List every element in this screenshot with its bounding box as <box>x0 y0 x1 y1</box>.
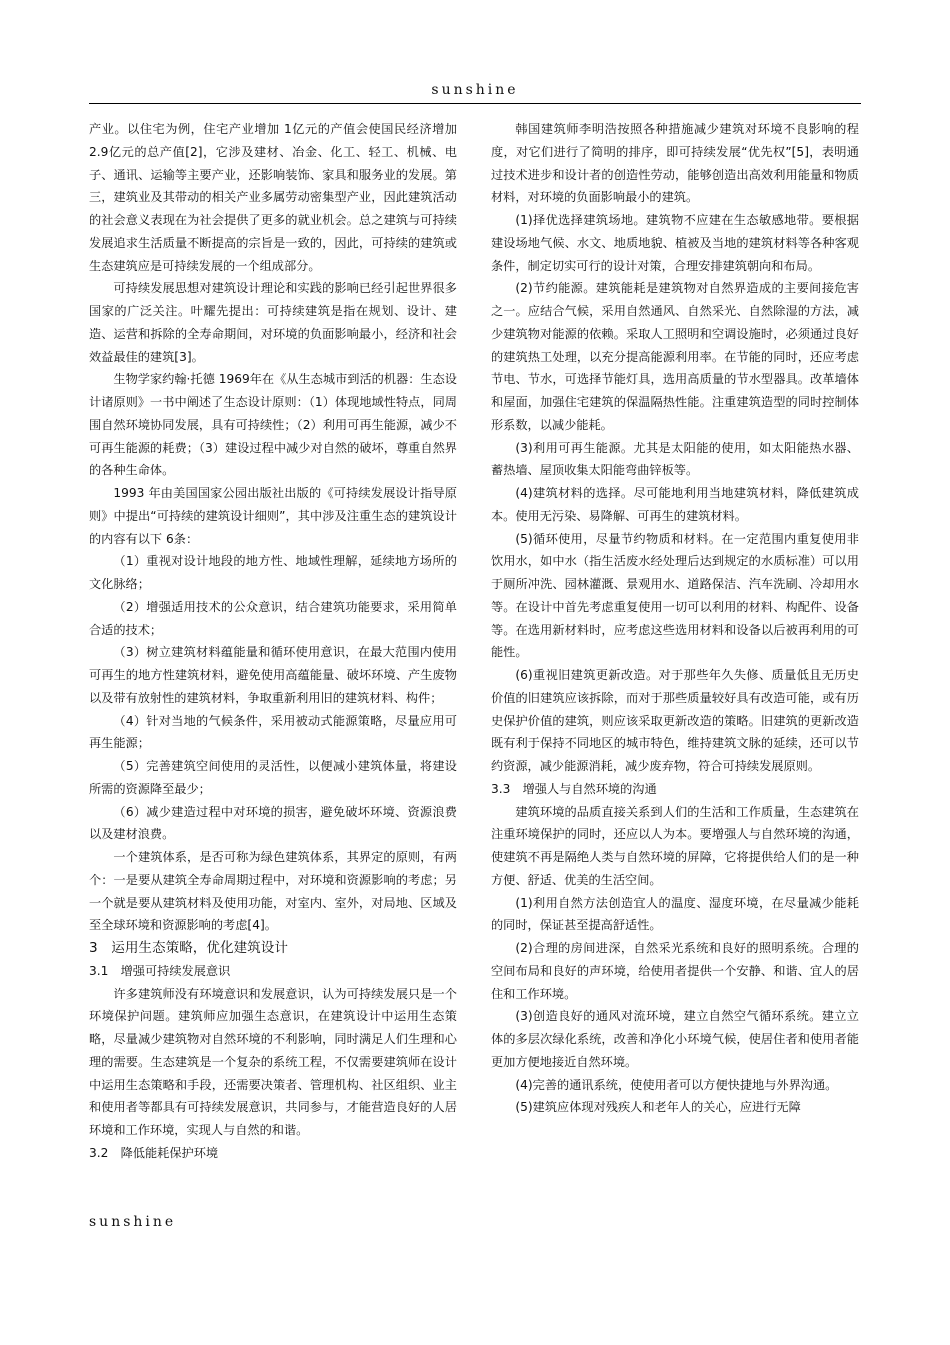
paragraph: 产业。以住宅为例，住宅产业增加 1亿元的产值会使国民经济增加 2.9亿元的总产值[2]，它涉及建材、冶金、化工、轻工、机械、电子、通讯、运输等主要产业，还影响装饰、家具和服务业的发展。第三，建筑业及其带动的相关产业多属劳动密集型产业，因此建筑活动的社会意义表现在为社会提供了更多的就业机会。总之建筑与可持续发展追求生活质量不断提高的宗旨是一致的，因此，可持续的建筑或生态建筑应是可持续发展的一个组成部分。 <box>89 122 457 273</box>
section-heading: 3 运用生态策略，优化建筑设计 <box>89 940 288 956</box>
paragraph: (1)利用自然方法创造宜人的温度、湿度环境，在尽量减少能耗的同时，保证甚至提高舒适性。 <box>491 895 859 933</box>
paragraph: （4）针对当地的气候条件，采用被动式能源策略，尽量应用可再生能源； <box>89 713 457 751</box>
paragraph: 建筑环境的品质直接关系到人们的生活和工作质量，生态建筑在注重环境保护的同时，还应以人为本。要增强人与自然环境的沟通，使建筑不再是隔绝人类与自然环境的屏障，它将提供给人们的是一种方便、舒适、优美的生活空间。 <box>491 804 859 887</box>
paragraph: (5)循环使用，尽量节约物质和材料。在一定范围内重复使用非饮用水，如中水（指生活废水经处理后达到规定的水质标准）可以用于厕所冲洗、园林灌溉、景观用水、道路保洁、汽车洗刷、冷却用水等。在设计中首先考虑重复使用一切可以利用的材料、构配件、设备等。在选用新材料时，应考虑这些选用材料和设备以后被再利用的可能性。 <box>491 531 859 660</box>
paragraph: 可持续发展思想对建筑设计理论和实践的影响已经引起世界很多国家的广泛关注。叶耀先提出：可持续建筑是指在规划、设计、建造、运营和拆除的全寿命期间，对环境的负面影响最小，经济和社会效益最佳的建筑[3]。 <box>89 281 457 364</box>
paragraph: (4)建筑材料的选择。尽可能地利用当地建筑材料，降低建筑成本。使用无污染、易降解、可再生的建筑材料。 <box>491 486 859 523</box>
subsection-heading: 3.1 增强可持续发展意识 <box>89 963 231 978</box>
page-header: sunshine <box>431 82 519 98</box>
subsection-heading: 3.2 降低能耗保护环境 <box>89 1145 219 1160</box>
paragraph: (3)创造良好的通风对流环境，建立自然空气循环系统。建立立体的多层次绿化系统，改善和净化小环境气候，使居住者和使用者能更加方便地接近自然环境。 <box>491 1009 859 1069</box>
paragraph: (5)建筑应体现对残疾人和老年人的关心，应进行无障 <box>515 1100 801 1115</box>
paragraph: (2)节约能源。建筑能耗是建筑物对自然界造成的主要间接危害之一。应结合气候，采用自然通风、自然采光、自然除湿的方法，减少建筑物对能源的依赖。采取人工照明和空调设施时，必须通过良好的建筑热工处理，以充分提高能源利用率。在节能的同时，还应考虑节电、节水，可选择节能灯具，选用高质量的节水型器具。改革墙体和屋面，加强住宅建筑的保温隔热性能。注重建筑造型的同时控制体形系数，以减少能耗。 <box>491 281 859 432</box>
paragraph: （3）树立建筑材料蕴能量和循环使用意识，在最大范围内使用可再生的地方性建筑材料，避免使用高蕴能量、破坏环境、产生废物以及带有放射性的建筑材料，争取重新利用旧的建筑材料、构件； <box>89 645 457 705</box>
paragraph: 生物学家约翰·托德 1969年在《从生态城市到活的机器：生态设计诸原则》一书中阐述了生态设计原则：（1）体现地域性特点，同周围自然环境协同发展，具有可持续性；（2）利用可再生能源，减少不可再生能源的耗费；（3）建设过程中减少对自然的破坏，尊重自然界的各种生命体。 <box>89 372 457 478</box>
paragraph: (4)完善的通讯系统，使使用者可以方便快捷地与外界沟通。 <box>515 1077 838 1092</box>
paragraph: 一个建筑体系，是否可称为绿色建筑体系，其界定的原则，有两个：一是要从建筑全寿命周期过程中，对环境和资源影响的考虑；另一个就是要从建筑材料及使用功能，对室内、室外，对局地、区域及至全球环境和资源影响的考虑[4]。 <box>89 850 457 933</box>
paragraph: （2）增强适用技术的公众意识，结合建筑功能要求，采用简单合适的技术； <box>89 599 457 637</box>
right-column <box>491 118 859 1119</box>
paragraph: （5）完善建筑空间使用的灵活性，以便减小建筑体量，将建设所需的资源降至最少； <box>89 759 457 796</box>
left-column <box>89 118 457 1165</box>
paragraph: (6)重视旧建筑更新改造。对于那些年久失修、质量低且无历史价值的旧建筑应该拆除，而对于那些质量较好具有改造可能，或有历史保护价值的建筑，则应该采取更新改造的策略。旧建筑的更新改造既有利于保持不同地区的城市特色，维持建筑文脉的延续，还可以节约资源，减少能源消耗，减少废弃物，符合可持续发展原则。 <box>491 668 859 773</box>
paragraph: (3)利用可再生能源。尤其是太阳能的使用，如太阳能热水器、蓄热墙、屋顶收集太阳能弯曲锌板等。 <box>491 440 859 478</box>
paragraph: （6）减少建造过程中对环境的损害，避免破坏环境、资源浪费以及建材浪费。 <box>89 804 457 842</box>
paragraph: （1）重视对设计地段的地方性、地域性理解，延续地方场所的文化脉络； <box>89 554 457 591</box>
page-footer: sunshine <box>89 1214 177 1230</box>
header-rule <box>89 103 861 104</box>
paragraph: 许多建筑师没有环境意识和发展意识，认为可持续发展只是一个环境保护问题。建筑师应加强生态意识，在建筑设计中运用生态策略，尽量减少建筑物对自然环境的不利影响，同时满足人们生理和心理的需要。生态建筑是一个复杂的系统工程，不仅需要建筑师在设计中运用生态策略和手段，还需要决策者、管理机构、社区组织、业主和使用者等都具有可持续发展意识，共同参与，才能营造良好的人居环境和工作环境，实现人与自然的和谐。 <box>89 986 457 1137</box>
paragraph: 1993 年由美国国家公园出版社出版的《可持续发展设计指导原则》中提出“可持续的建筑设计细则”，其中涉及注重生态的建筑设计的内容有以下 6条： <box>89 486 457 546</box>
paragraph: (2)合理的房间进深，自然采光系统和良好的照明系统。合理的空间布局和良好的声环境，给使用者提供一个安静、和谐、宜人的居住和工作环境。 <box>491 941 859 1001</box>
paragraph: (1)择优选择建筑场地。建筑物不应建在生态敏感地带。要根据建设场地气候、水文、地质地貌、植被及当地的建筑材料等各种客观条件，制定切实可行的设计对策，合理安排建筑朝向和布局。 <box>491 213 859 273</box>
subsection-heading: 3.3 增强人与自然环境的沟通 <box>491 781 657 796</box>
paragraph: 韩国建筑师李明浩按照各种措施减少建筑对环境不良影响的程度，对它们进行了简明的排序，即可持续发展“优先权”[5]，表明通过技术进步和设计者的创造性劳动，能够创造出高效利用能量和物质材料，对环境的负面影响最小的建筑。 <box>491 122 859 205</box>
